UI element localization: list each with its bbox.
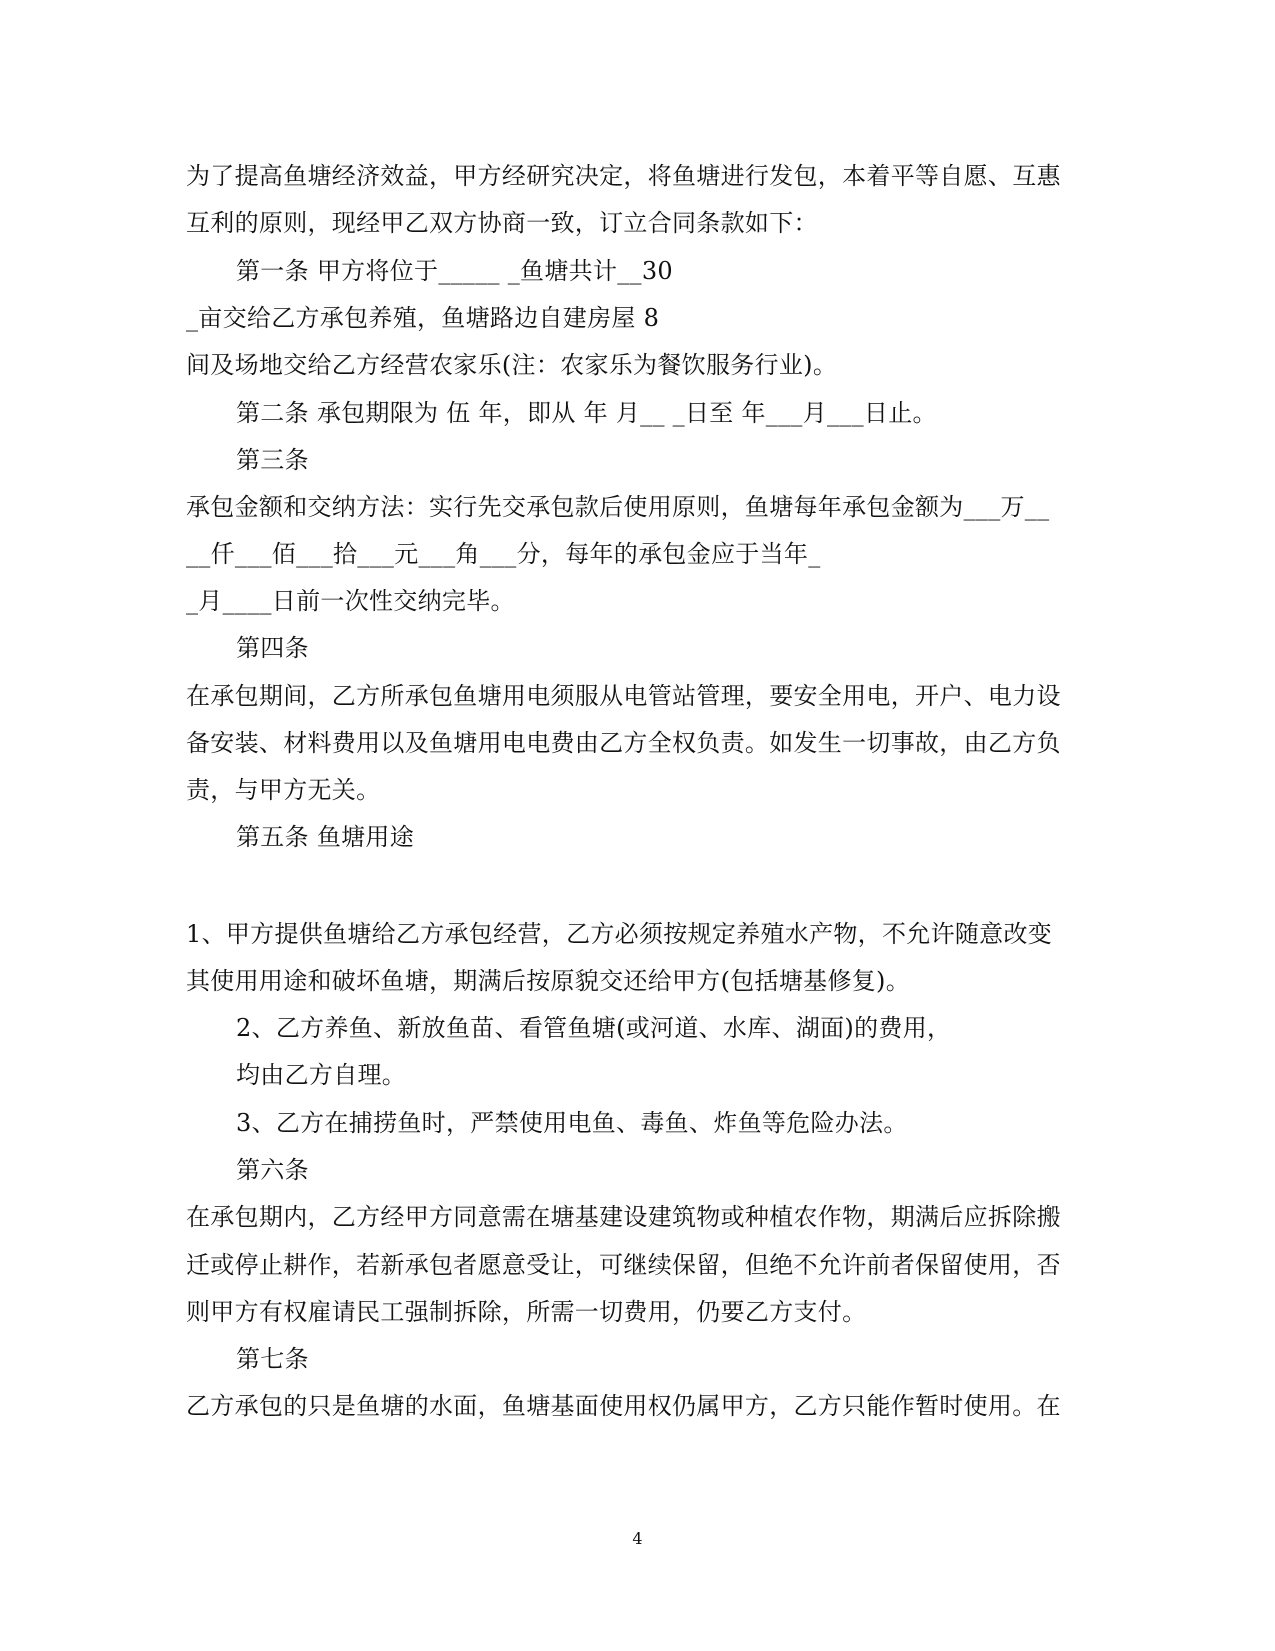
paragraph-line: 均由乙方自理。 [236,1061,407,1089]
paragraph-line: 则甲方有权雇请民工强制拆除，所需一切费用，仍要乙方支付。 [186,1298,867,1326]
paragraph-line: 责，与甲方无关。 [186,776,381,804]
clause-heading: 第六条 [236,1156,309,1184]
paragraph-line: 在承包期间，乙方所承包鱼塘用电须服从电管站管理，要安全用电，开户、电力设 [186,682,1061,710]
clause-line: 第一条 甲方将位于_____ _鱼塘共计__30 [236,257,673,285]
paragraph-line: 互利的原则，现经甲乙双方协商一致，订立合同条款如下： [186,209,818,237]
paragraph-line: __仟___佰___拾___元___角___分，每年的承包金应于当年_ [186,540,821,568]
paragraph-line: 备安装、材料费用以及鱼塘用电电费由乙方全权负责。如发生一切事故，由乙方负 [186,729,1061,757]
clause-line: 第二条 承包期限为 伍 年，即从 年 月__ _日至 年___月___日止。 [236,399,937,427]
paragraph-line: _月____日前一次性交纳完毕。 [186,587,515,615]
page-number: 4 [632,1529,643,1548]
clause-heading: 第七条 [236,1345,309,1373]
paragraph-line: 其使用用途和破坏鱼塘，期满后按原貌交还给甲方(包括塘基修复)。 [186,967,911,995]
paragraph-line: 在承包期内，乙方经甲方同意需在塘基建设建筑物或种植农作物，期满后应拆除搬 [186,1203,1061,1231]
clause-heading: 第四条 [236,634,309,662]
clause-heading: 第五条 鱼塘用途 [236,823,415,851]
paragraph-line: 1、甲方提供鱼塘给乙方承包经营，乙方必须按规定养殖水产物，不允许随意改变 [186,920,1053,948]
paragraph-line: _亩交给乙方承包养殖，鱼塘路边自建房屋 8 [186,304,660,332]
paragraph-line: 承包金额和交纳方法：实行先交承包款后使用原则，鱼塘每年承包金额为___万__ [186,493,1050,521]
paragraph-line: 3、乙方在捕捞鱼时，严禁使用电鱼、毒鱼、炸鱼等危险办法。 [236,1109,908,1137]
paragraph-line: 迁或停止耕作，若新承包者愿意受让，可继续保留，但绝不允许前者保留使用，否 [186,1251,1061,1279]
clause-heading: 第三条 [236,446,309,474]
paragraph-line: 为了提高鱼塘经济效益，甲方经研究决定，将鱼塘进行发包，本着平等自愿、互惠 [186,162,1061,190]
paragraph-line: 2、乙方养鱼、新放鱼苗、看管鱼塘(或河道、水库、湖面)的费用， [236,1014,952,1042]
paragraph-line: 乙方承包的只是鱼塘的水面，鱼塘基面使用权仍属甲方，乙方只能作暂时使用。在 [186,1392,1061,1420]
paragraph-line: 间及场地交给乙方经营农家乐(注：农家乐为餐饮服务行业)。 [186,351,838,379]
